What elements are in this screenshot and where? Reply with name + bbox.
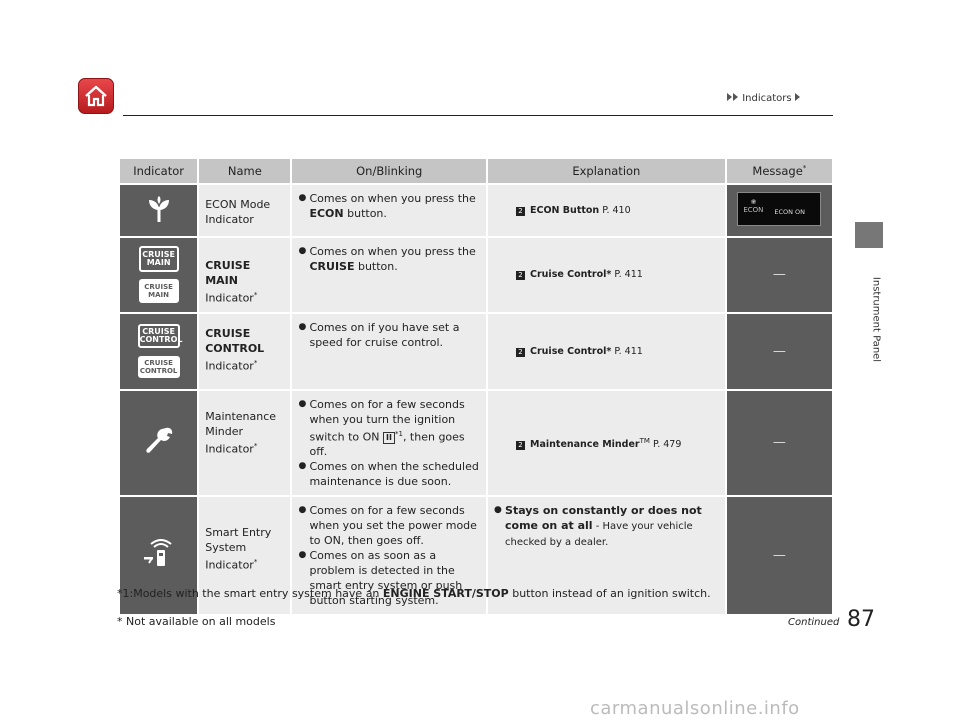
row-on-blinking (292, 238, 486, 312)
row-name: ECON Mode Indicator (199, 185, 290, 236)
cross-reference-icon: 2 (516, 441, 525, 450)
breadcrumb[interactable] (727, 93, 801, 104)
row-message: — (727, 497, 832, 614)
row-on-blinking (292, 314, 486, 389)
wrench-icon (142, 424, 176, 458)
watermark: carmanualsonline.info (590, 698, 800, 719)
cruise-main-indicator-cell (120, 238, 197, 312)
arrow-right-icon (733, 93, 738, 101)
row-on-blinking (292, 185, 486, 236)
list-item: ● Comes on for a few seconds when you turn the ignition switch to ON II $^{*1}$, then goes off. (298, 397, 480, 460)
row-message (727, 185, 832, 236)
cross-reference-icon: 2 (516, 348, 525, 357)
home-icon (83, 84, 109, 108)
row-name: Smart Entry System Indicator* (199, 497, 290, 614)
cross-reference-icon: 2 (516, 271, 525, 280)
list-item: ● Comes on when you press the ECON button. (298, 191, 480, 221)
row-message: — (727, 391, 832, 496)
row-name: CRUISE CONTROL Indicator* (199, 314, 290, 389)
home-button[interactable] (78, 78, 114, 114)
list-item: ● Comes on when the scheduled maintenance is due soon. (298, 459, 480, 489)
availability-note: * Not available on all models (117, 615, 276, 628)
footnote: *1:Models with the smart entry system have an ENGINE START/STOP button instead of an ignition switch. (117, 587, 711, 600)
cross-reference-icon: 2 (516, 207, 525, 216)
smart-key-icon (141, 539, 177, 569)
cruise-main-icon: CRUISE MAIN (139, 246, 179, 272)
section-tab (855, 222, 883, 248)
breadcrumb-label: Indicators (742, 93, 792, 104)
cruise-control-indicator-cell (120, 314, 197, 389)
arrow-right-icon (727, 93, 732, 101)
list-item: ● Comes on if you have set a speed for cruise control. (298, 320, 480, 350)
row-message: — (727, 314, 832, 389)
section-label: Instrument Panel (870, 276, 882, 363)
row-on-blinking (292, 391, 486, 496)
econ-leaf-icon (144, 195, 174, 223)
row-explanation[interactable]: 2 Maintenance Minder™ P. 479 (488, 391, 725, 496)
page-number: 87 (847, 607, 875, 632)
row-explanation[interactable]: 2 Cruise Control* P. 411 (488, 314, 725, 389)
row-explanation[interactable]: 2 Cruise Control* P. 411 (488, 238, 725, 312)
econ-leaf-icon: ❀ ECON (743, 197, 764, 214)
indicator-table (118, 157, 834, 616)
header-divider (123, 115, 833, 116)
continued-label: Continued (788, 617, 840, 628)
header-message: Message* (727, 159, 832, 183)
cruise-control-icon: CRUISE CONTROL (138, 356, 180, 378)
cruise-main-icon: CRUISE MAIN (139, 279, 179, 303)
table-row (120, 391, 832, 496)
table-header-row (120, 159, 832, 183)
list-item: ● Comes on for a few seconds when you set the power mode to ON, then goes off. (298, 503, 480, 548)
maintenance-indicator-cell (120, 391, 197, 496)
list-item: ● Stays on constantly or does not come on at all - Have your vehicle checked by a dealer. (494, 503, 719, 550)
list-item: ● Comes on as soon as a problem is detected in the smart entry system or push button starting system. (298, 548, 480, 608)
row-message: — (727, 238, 832, 312)
ignition-on-key-icon: II (383, 432, 395, 444)
cruise-control-icon: CRUISE CONTROL (138, 324, 180, 348)
header-indicator: Indicator (120, 159, 197, 183)
row-name: CRUISE MAIN Indicator* (199, 238, 290, 312)
row-explanation[interactable]: 2 ECON Button P. 410 (488, 185, 725, 236)
table-row (120, 314, 832, 389)
header-name: Name (199, 159, 290, 183)
header-explanation: Explanation (488, 159, 725, 183)
table-row (120, 185, 832, 236)
econ-message-screen: ❀ ECON ECON ON (737, 192, 821, 226)
header-on-blinking: On/Blinking (292, 159, 486, 183)
arrow-right-icon (795, 93, 800, 101)
econ-indicator-cell (120, 185, 197, 236)
row-name: Maintenance Minder Indicator* (199, 391, 290, 496)
table-row (120, 238, 832, 312)
list-item: ● Comes on when you press the CRUISE button. (298, 244, 480, 274)
